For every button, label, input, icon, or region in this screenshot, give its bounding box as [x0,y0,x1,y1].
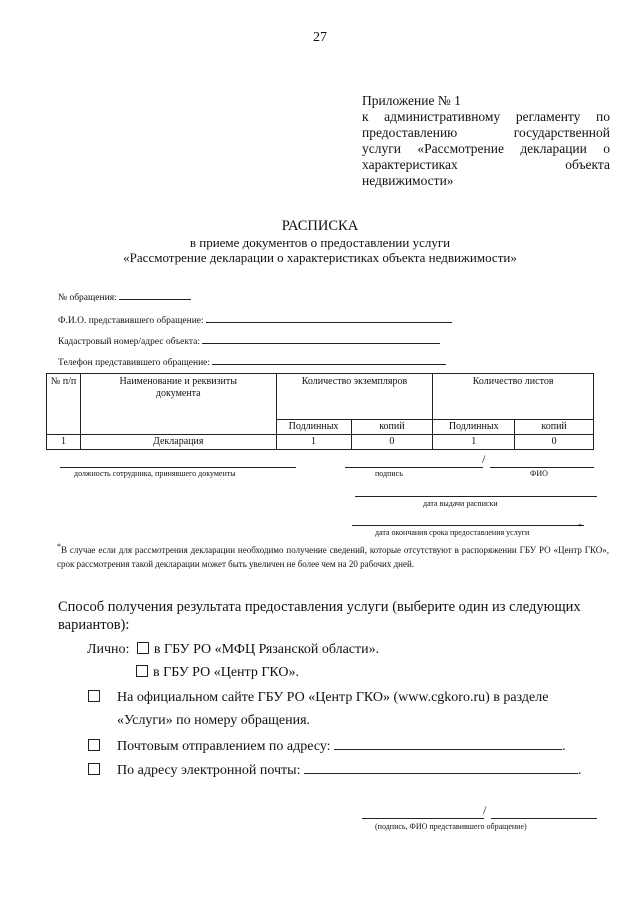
subheader-original: Подлинных [433,420,515,435]
field-line[interactable] [206,313,452,323]
end-date-label: дата окончания срока предоставления услуги [375,528,530,537]
email-address-line[interactable] [304,761,578,774]
personal-label: Лично: [87,642,130,657]
issue-date-label: дата выдачи расписки [423,499,498,508]
cell-name: Декларация [80,435,276,450]
field-line[interactable] [202,334,440,344]
footnote-mark: * [57,542,61,551]
appendix-line: услуги «Рассмотрение декларации о [362,141,610,156]
final-signature-label: (подпись, ФИО представившего обращение) [375,822,527,831]
option-post [88,737,566,755]
field-label: № обращения: [58,293,117,303]
field-label: Кадастровый номер/адрес объекта: [58,337,200,347]
document-subtitle: в приеме документов о предоставлении услуги [189,235,451,250]
position-line[interactable] [60,467,296,468]
cell-orig-copies: 1 [276,435,351,450]
sign-label: подпись [375,469,403,478]
option-post-label: Почтовым отправлением по адресу: [117,739,331,754]
method-heading: Способ получения результата предоставления услуги (выберите один из следующих вариантов): [58,599,581,633]
table-row [47,435,594,450]
field-label: Ф.И.О. представившего обращение: [58,316,204,326]
trailing-dot: . [577,763,582,778]
option-site-continued: «Услуги» по номеру обращения. [117,713,311,728]
option-gko [136,665,299,681]
slash-separator: / [482,452,486,466]
col-header-number: № п/п [47,374,81,435]
document-title: РАСПИСКА [281,218,359,234]
final-sign-line[interactable] [362,818,484,819]
option-gko-label: в ГБУ РО «Центр ГКО». [153,665,300,680]
checkbox-mfc[interactable] [137,642,149,654]
cell-copy-sheets: 0 [515,435,594,450]
subheader-copy: копий [515,420,594,435]
footnote-text: В случае если для рассмотрения декларации необходимо получение сведений, которые отсутствуют в распоряжении ГБУ РО «Центр ГКО», срок рассмотрения такой декларации может быть увеличен не более чем на 20 рабочих дней. [57,545,609,569]
issue-date-line[interactable] [355,496,597,497]
fio-label: ФИО [530,469,548,478]
appendix-line: предоставлению государственной [362,125,610,140]
trailing-dot: . [562,739,566,754]
cell-orig-sheets: 1 [433,435,515,450]
cell-copy-copies: 0 [351,435,433,450]
checkbox-email[interactable] [88,763,100,775]
checkbox-gko[interactable] [136,665,148,677]
cadastral-field [58,334,440,347]
documents-table [46,373,594,450]
slash-separator: / [483,803,487,817]
phone-field [58,355,446,368]
end-date-line[interactable] [352,525,584,526]
option-site-label: На официальном сайте ГБУ РО «Центр ГКО» (www.cgkoro.ru) в разделе [117,690,549,705]
appendix-line: недвижимости» [362,173,454,188]
checkbox-post[interactable] [88,739,100,751]
field-line[interactable] [119,290,191,300]
option-site [88,690,548,706]
option-personal [87,642,379,658]
appendix-line: Приложение № 1 [362,93,461,108]
asterisk-mark: * [578,522,582,531]
field-line[interactable] [212,355,446,365]
fio-line[interactable] [490,467,594,468]
page-number: 27 [313,30,327,45]
final-fio-line[interactable] [491,818,597,819]
position-label: должность сотрудника, принявшего документы [74,469,236,478]
subheader-original: Подлинных [276,420,351,435]
col-header-sheets: Количество листов [433,374,594,420]
option-mfc-label: в ГБУ РО «МФЦ Рязанской области». [153,642,380,657]
appendix-block [362,93,610,189]
col-header-name: Наименование и реквизиты документа [80,374,276,435]
sign-line[interactable] [345,467,483,468]
appendix-line: к административному регламенту по [362,109,610,124]
field-label: Телефон представившего обращение: [58,358,211,368]
option-email [88,761,581,779]
applicant-name-field [58,313,452,326]
document-subtitle: «Рассмотрение декларации о характеристиках объекта недвижимости» [123,250,517,265]
cell-number: 1 [47,435,81,450]
checkbox-site[interactable] [88,690,100,702]
appendix-line: характеристиках объекта [362,157,610,172]
footnote [57,540,609,571]
col-header-copies: Количество экземпляров [276,374,433,420]
subheader-copy: копий [351,420,433,435]
post-address-line[interactable] [334,737,562,750]
option-email-label: По адресу электронной почты: [117,763,301,778]
request-number-field [58,290,191,303]
